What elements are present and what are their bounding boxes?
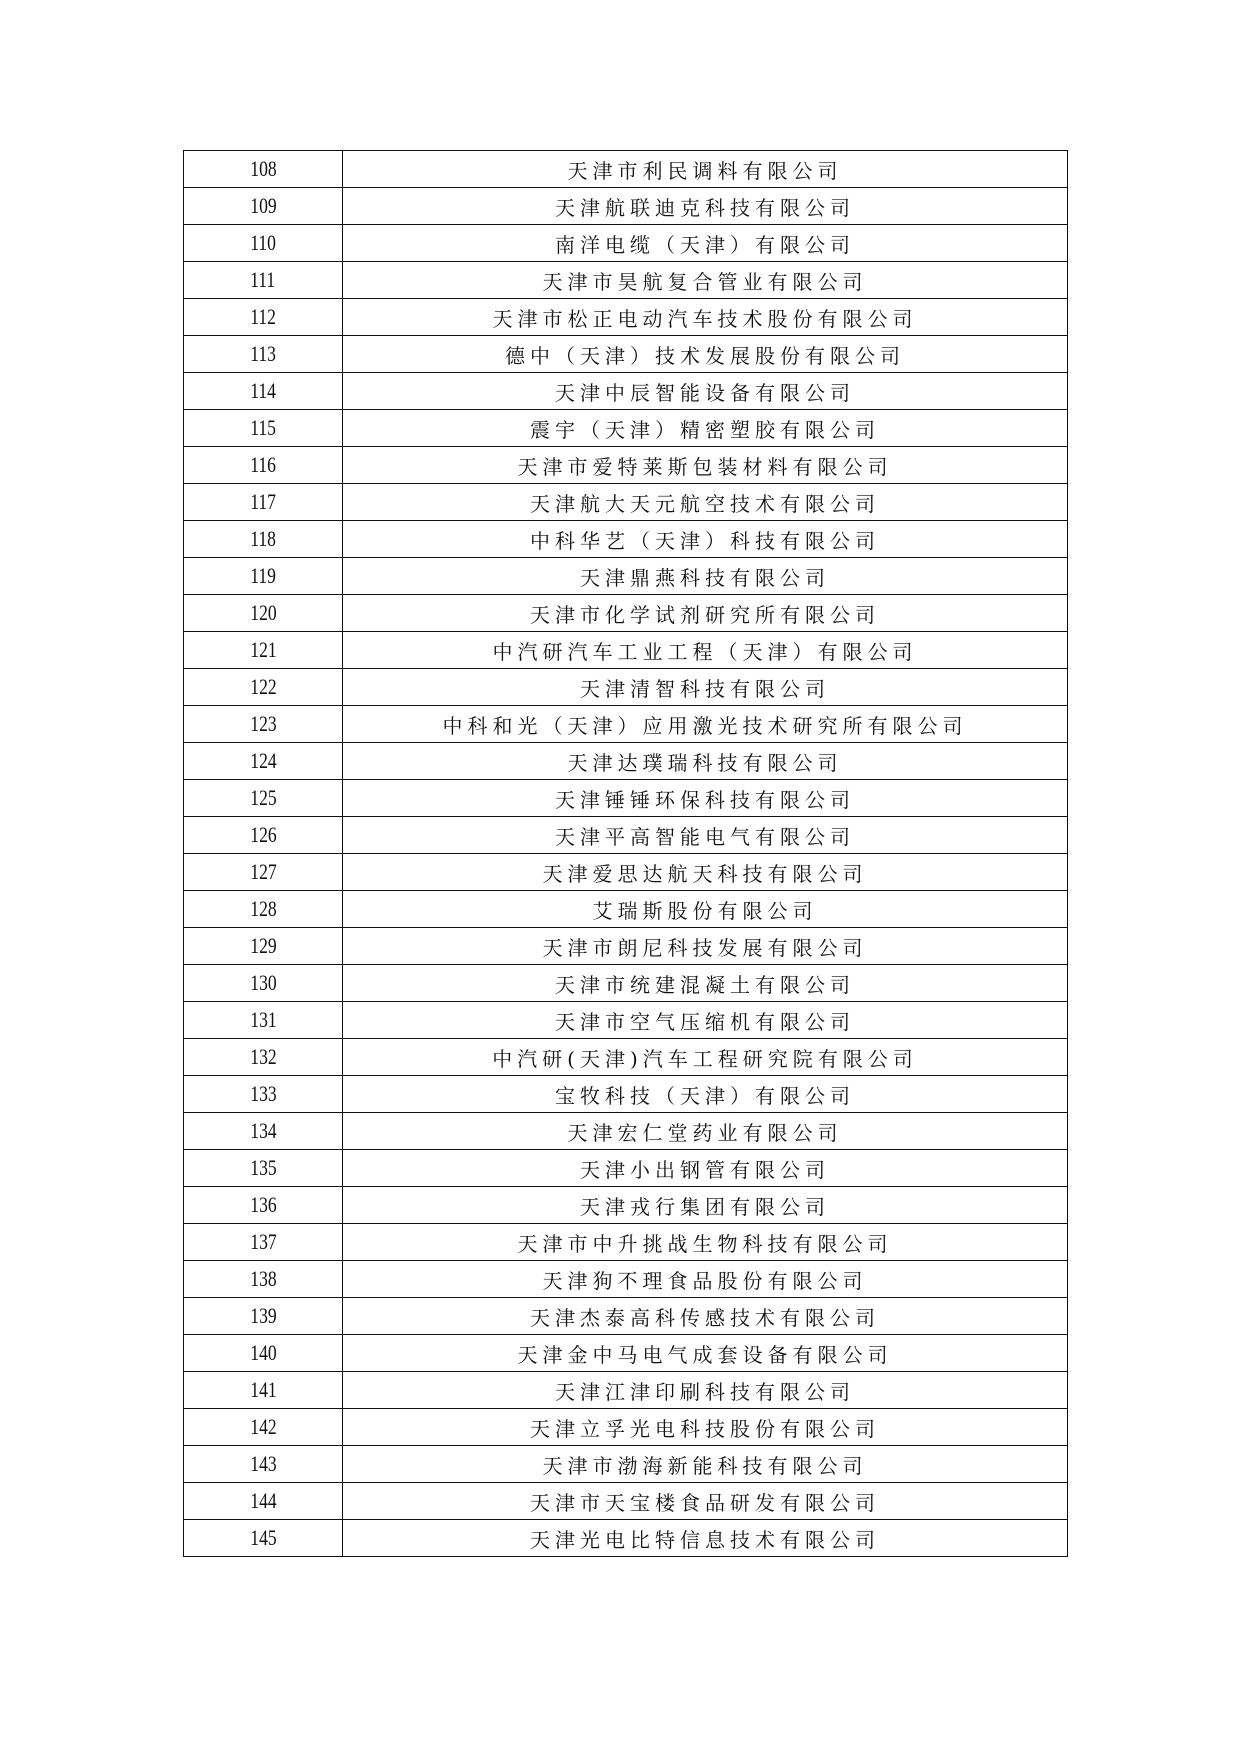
company-name: 天津江津印刷科技有限公司 xyxy=(343,1372,1068,1409)
table-row xyxy=(184,595,1068,632)
table-row xyxy=(184,1409,1068,1446)
row-number: 132 xyxy=(249,1044,277,1069)
company-name: 天津市空气压缩机有限公司 xyxy=(343,1002,1068,1039)
row-number-cell xyxy=(184,854,343,891)
row-number: 133 xyxy=(249,1081,277,1106)
table-row xyxy=(184,188,1068,225)
row-number: 144 xyxy=(249,1488,277,1513)
row-number-cell xyxy=(184,262,343,299)
company-name: 天津航大天元航空技术有限公司 xyxy=(343,484,1068,521)
row-number-cell xyxy=(184,669,343,706)
company-name: 天津航联迪克科技有限公司 xyxy=(343,188,1068,225)
table-row xyxy=(184,1261,1068,1298)
row-number-cell xyxy=(184,891,343,928)
row-number-cell xyxy=(184,928,343,965)
row-number: 113 xyxy=(250,341,276,366)
company-name: 天津市爱特莱斯包装材料有限公司 xyxy=(343,447,1068,484)
table-row xyxy=(184,1113,1068,1150)
row-number-cell xyxy=(184,225,343,262)
company-name: 天津市化学试剂研究所有限公司 xyxy=(343,595,1068,632)
row-number-cell xyxy=(184,558,343,595)
row-number: 143 xyxy=(249,1451,277,1476)
table-row xyxy=(184,484,1068,521)
table-row xyxy=(184,632,1068,669)
row-number-cell xyxy=(184,1446,343,1483)
row-number-cell xyxy=(184,299,343,336)
table-row xyxy=(184,299,1068,336)
table-row xyxy=(184,817,1068,854)
row-number-cell xyxy=(184,965,343,1002)
row-number: 135 xyxy=(249,1155,277,1180)
row-number-cell xyxy=(184,817,343,854)
company-name: 天津市松正电动汽车技术股份有限公司 xyxy=(343,299,1068,336)
row-number-cell xyxy=(184,1187,343,1224)
table-row xyxy=(184,1446,1068,1483)
row-number: 145 xyxy=(249,1525,277,1550)
row-number: 136 xyxy=(249,1192,277,1217)
table-row xyxy=(184,1224,1068,1261)
row-number-cell xyxy=(184,336,343,373)
table-row xyxy=(184,854,1068,891)
row-number: 125 xyxy=(249,785,277,810)
table-row xyxy=(184,336,1068,373)
table-row xyxy=(184,1520,1068,1557)
row-number-cell xyxy=(184,1150,343,1187)
row-number-cell xyxy=(184,706,343,743)
row-number: 118 xyxy=(250,526,276,551)
row-number: 120 xyxy=(249,600,277,625)
company-name: 天津市朗尼科技发展有限公司 xyxy=(343,928,1068,965)
company-name: 艾瑞斯股份有限公司 xyxy=(343,891,1068,928)
row-number: 140 xyxy=(249,1340,277,1365)
company-name: 天津鼎燕科技有限公司 xyxy=(343,558,1068,595)
table-row xyxy=(184,151,1068,188)
row-number: 139 xyxy=(249,1303,277,1328)
row-number: 121 xyxy=(249,637,277,662)
row-number: 114 xyxy=(250,378,276,403)
row-number-cell xyxy=(184,1039,343,1076)
row-number: 108 xyxy=(249,156,277,181)
company-name: 天津金中马电气成套设备有限公司 xyxy=(343,1335,1068,1372)
table-row xyxy=(184,1039,1068,1076)
table-row xyxy=(184,1076,1068,1113)
row-number-cell xyxy=(184,1483,343,1520)
row-number: 126 xyxy=(249,822,277,847)
table-row xyxy=(184,225,1068,262)
row-number-cell xyxy=(184,1520,343,1557)
company-name: 天津市统建混凝土有限公司 xyxy=(343,965,1068,1002)
company-name: 中科和光（天津）应用激光技术研究所有限公司 xyxy=(343,706,1068,743)
table-row xyxy=(184,1002,1068,1039)
company-name: 震宇（天津）精密塑胶有限公司 xyxy=(343,410,1068,447)
row-number: 111 xyxy=(250,267,276,292)
row-number: 115 xyxy=(250,415,276,440)
table-row xyxy=(184,1335,1068,1372)
row-number-cell xyxy=(184,1002,343,1039)
row-number: 128 xyxy=(249,896,277,921)
row-number-cell xyxy=(184,410,343,447)
table-row xyxy=(184,1187,1068,1224)
company-name: 天津市渤海新能科技有限公司 xyxy=(343,1446,1068,1483)
row-number: 134 xyxy=(249,1118,277,1143)
row-number-cell xyxy=(184,373,343,410)
table-row xyxy=(184,706,1068,743)
company-name: 中汽研(天津)汽车工程研究院有限公司 xyxy=(343,1039,1068,1076)
row-number-cell xyxy=(184,484,343,521)
row-number: 130 xyxy=(249,970,277,995)
row-number-cell xyxy=(184,780,343,817)
table-row xyxy=(184,262,1068,299)
row-number-cell xyxy=(184,1113,343,1150)
table-row xyxy=(184,965,1068,1002)
table-row xyxy=(184,743,1068,780)
row-number: 117 xyxy=(250,489,276,514)
company-name: 天津清智科技有限公司 xyxy=(343,669,1068,706)
row-number: 138 xyxy=(249,1266,277,1291)
row-number-cell xyxy=(184,188,343,225)
company-name: 天津小出钢管有限公司 xyxy=(343,1150,1068,1187)
company-name: 天津狗不理食品股份有限公司 xyxy=(343,1261,1068,1298)
row-number-cell xyxy=(184,1409,343,1446)
row-number-cell xyxy=(184,743,343,780)
row-number: 137 xyxy=(249,1229,277,1254)
table-row xyxy=(184,1150,1068,1187)
table-row xyxy=(184,891,1068,928)
table-row xyxy=(184,447,1068,484)
company-name: 中汽研汽车工业工程（天津）有限公司 xyxy=(343,632,1068,669)
company-name: 天津爱思达航天科技有限公司 xyxy=(343,854,1068,891)
row-number: 129 xyxy=(249,933,277,958)
table-row xyxy=(184,373,1068,410)
company-name: 天津中辰智能设备有限公司 xyxy=(343,373,1068,410)
company-name: 南洋电缆（天津）有限公司 xyxy=(343,225,1068,262)
row-number: 131 xyxy=(249,1007,277,1032)
row-number-cell xyxy=(184,1261,343,1298)
row-number: 119 xyxy=(250,563,276,588)
row-number-cell xyxy=(184,595,343,632)
row-number: 109 xyxy=(249,193,277,218)
row-number: 142 xyxy=(249,1414,277,1439)
table-row xyxy=(184,1298,1068,1335)
row-number: 122 xyxy=(249,674,277,699)
company-name: 天津立孚光电科技股份有限公司 xyxy=(343,1409,1068,1446)
row-number-cell xyxy=(184,151,343,188)
table-body xyxy=(184,151,1068,1557)
row-number-cell xyxy=(184,1298,343,1335)
company-name: 天津市昊航复合管业有限公司 xyxy=(343,262,1068,299)
row-number-cell xyxy=(184,521,343,558)
company-name: 天津平高智能电气有限公司 xyxy=(343,817,1068,854)
row-number: 112 xyxy=(250,304,276,329)
company-name: 天津锤锤环保科技有限公司 xyxy=(343,780,1068,817)
row-number: 124 xyxy=(249,748,277,773)
table-row xyxy=(184,928,1068,965)
row-number-cell xyxy=(184,1224,343,1261)
company-list-table xyxy=(183,150,1068,1557)
table-row xyxy=(184,410,1068,447)
table-row xyxy=(184,558,1068,595)
company-name: 天津市天宝楼食品研发有限公司 xyxy=(343,1483,1068,1520)
table-row xyxy=(184,669,1068,706)
company-name: 宝牧科技（天津）有限公司 xyxy=(343,1076,1068,1113)
row-number: 116 xyxy=(250,452,276,477)
row-number-cell xyxy=(184,447,343,484)
row-number: 141 xyxy=(249,1377,277,1402)
row-number: 110 xyxy=(250,230,276,255)
row-number-cell xyxy=(184,1372,343,1409)
company-name: 天津达璞瑞科技有限公司 xyxy=(343,743,1068,780)
row-number: 127 xyxy=(249,859,277,884)
company-name: 天津宏仁堂药业有限公司 xyxy=(343,1113,1068,1150)
table-row xyxy=(184,780,1068,817)
company-name: 中科华艺（天津）科技有限公司 xyxy=(343,521,1068,558)
company-name: 天津光电比特信息技术有限公司 xyxy=(343,1520,1068,1557)
company-name: 天津市中升挑战生物科技有限公司 xyxy=(343,1224,1068,1261)
table-row xyxy=(184,1372,1068,1409)
row-number-cell xyxy=(184,632,343,669)
company-name: 天津市利民调料有限公司 xyxy=(343,151,1068,188)
company-name: 天津戎行集团有限公司 xyxy=(343,1187,1068,1224)
row-number-cell xyxy=(184,1076,343,1113)
row-number-cell xyxy=(184,1335,343,1372)
company-name: 天津杰泰高科传感技术有限公司 xyxy=(343,1298,1068,1335)
row-number: 123 xyxy=(249,711,277,736)
table-row xyxy=(184,1483,1068,1520)
table-row xyxy=(184,521,1068,558)
company-name: 德中（天津）技术发展股份有限公司 xyxy=(343,336,1068,373)
